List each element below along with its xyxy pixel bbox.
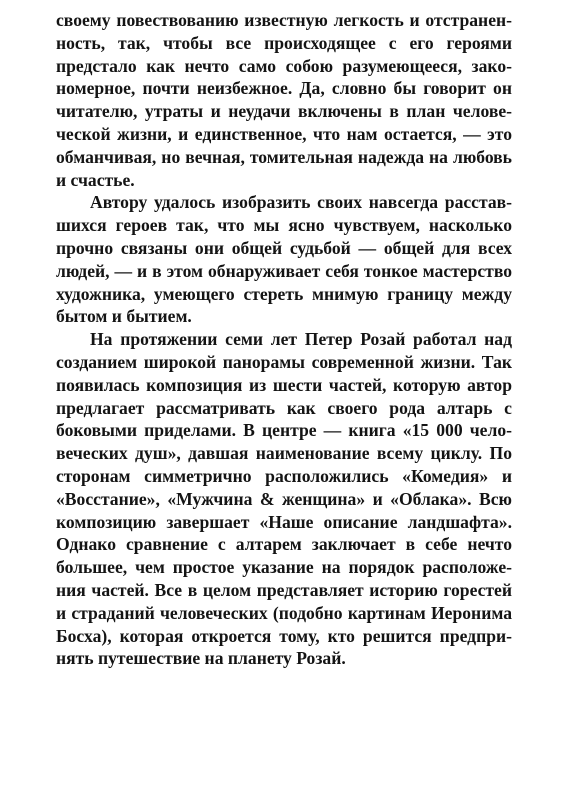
text-line: прочно связаны они общей судьбой — общей для всех <box>56 237 512 258</box>
text-line: созданием широкой панорамы современной жизни. Так <box>56 351 512 372</box>
page-text <box>56 9 512 670</box>
text-line: большее, чем простое указание на порядок расположе- <box>56 557 512 578</box>
text-line: людей, — и в этом обнаруживает себя тонкое мастерство <box>56 260 512 281</box>
text-line: номерное, почти неизбежное. Да, словно бы говорит он <box>56 78 512 99</box>
text-line: и счастье. <box>56 169 135 190</box>
text-line: художника, умеющего стереть мнимую границу между <box>56 283 512 304</box>
text-line: предлагает рассматривать как своего рода алтарь с <box>56 397 512 418</box>
text-line: предстало как нечто само собою разумеющееся, зако- <box>56 55 512 76</box>
paragraph-1 <box>56 9 512 191</box>
paragraph-3 <box>56 328 512 670</box>
text-line: боковыми приделами. В центре — книга «15 000 чело- <box>56 420 512 441</box>
text-line: читателю, утраты и неудачи включены в план челове- <box>56 101 512 122</box>
text-line: ческой жизни, и единственное, что нам остается, — это <box>56 123 512 144</box>
text-line: На протяжении семи лет Петер Розай работал над <box>90 329 512 350</box>
text-line: своему повествованию известную легкость и отстранен- <box>56 10 512 30</box>
text-line: ния частей. Все в целом представляет историю горестей <box>56 579 512 600</box>
text-line: веческих душ», давшая наименование всему циклу. По <box>56 443 512 464</box>
text-line: Однако сравнение с алтарем заключает в себе нечто <box>56 534 512 555</box>
text-line: Автору удалось изобразить своих навсегда расстав- <box>90 192 512 213</box>
text-line: шихся героев так, что мы ясно чувствуем, насколько <box>56 215 512 236</box>
text-line: Босха), которая откроется тому, кто решится предпри- <box>56 625 512 646</box>
text-line: появилась композиция из шести частей, которую автор <box>56 374 512 395</box>
text-line: «Восстание», «Мужчина & женщина» и «Облака». Всю <box>56 488 512 509</box>
text-line: бытом и бытием. <box>56 306 192 327</box>
text-line: ность, так, чтобы все происходящее с его героями <box>56 32 512 53</box>
text-line: нять путешествие на планету Розай. <box>56 648 346 669</box>
text-line: обманчивая, но вечная, томительная надежда на любовь <box>56 146 512 167</box>
text-line: и страданий человеческих (подобно картинам Иеронима <box>56 602 512 623</box>
text-line: композицию завершает «Наше описание ландшафта». <box>56 511 512 532</box>
paragraph-2 <box>56 191 512 328</box>
text-line: сторонам симметрично расположились «Комедия» и <box>56 465 512 486</box>
